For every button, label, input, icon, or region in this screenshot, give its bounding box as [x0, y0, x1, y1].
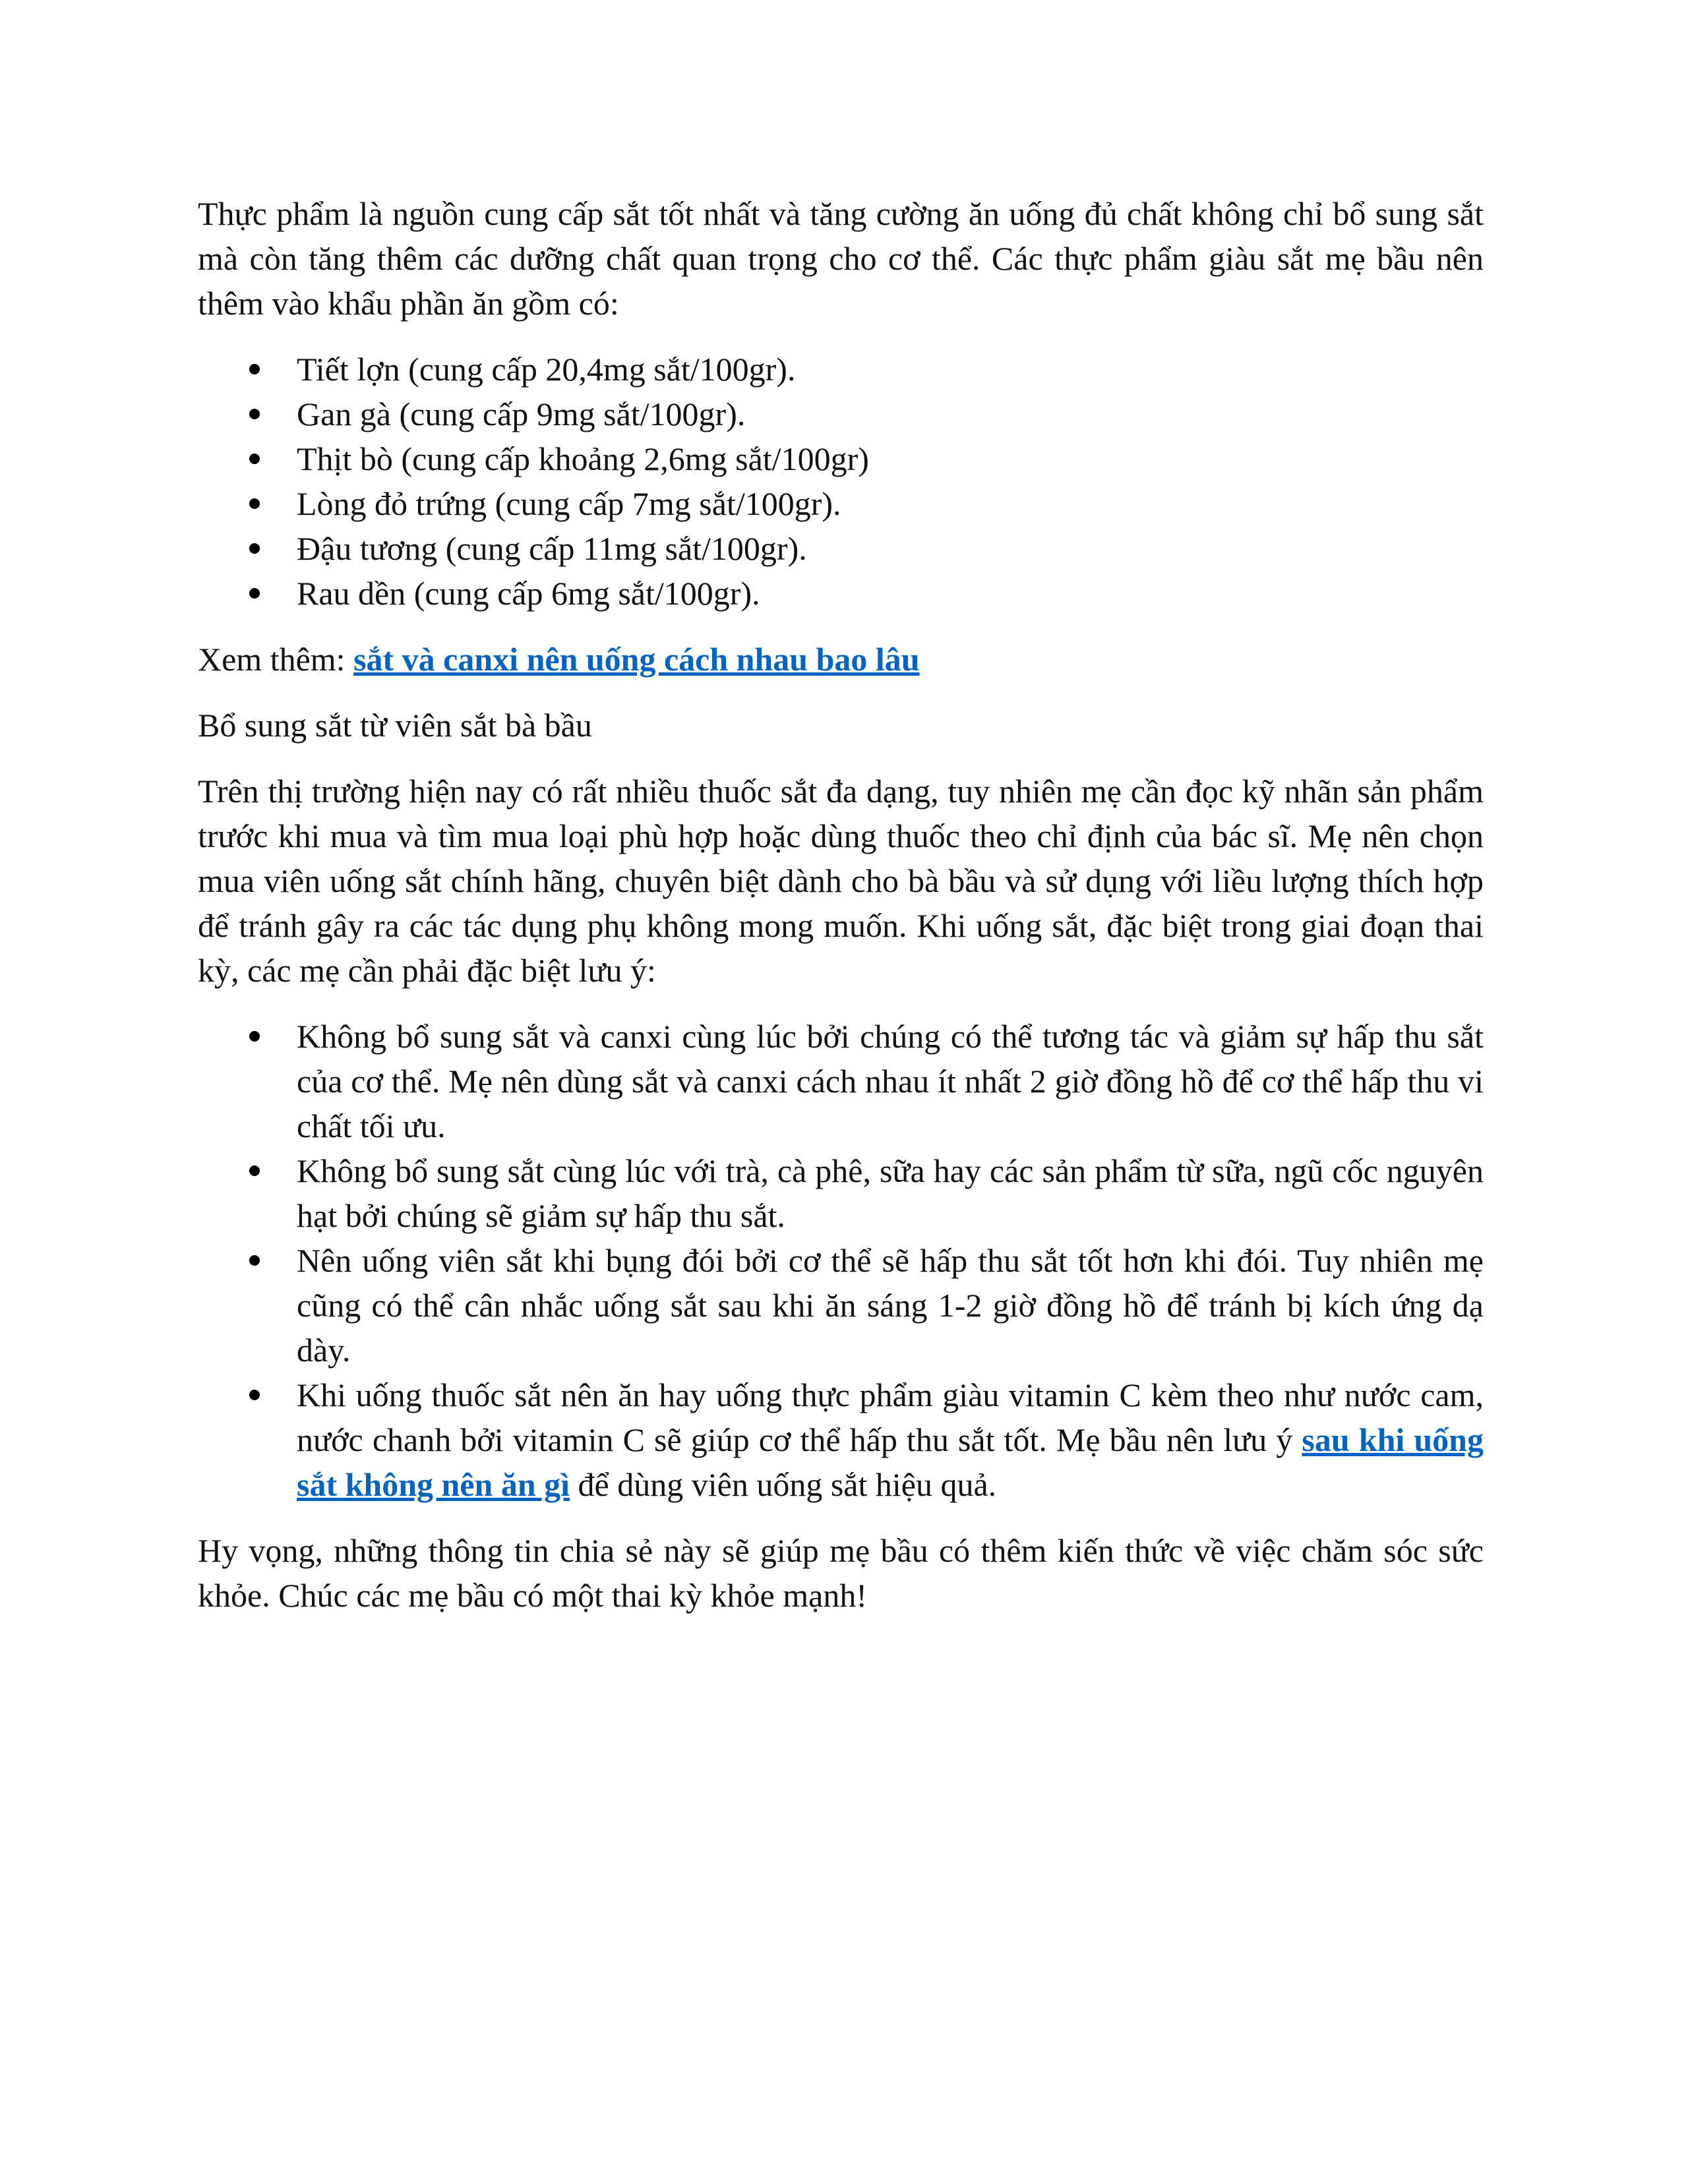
- see-more-link[interactable]: sắt và canxi nên uống cách nhau bao lâu: [353, 641, 920, 678]
- list-item: [198, 1014, 1484, 1148]
- list-item-suffix: để dùng viên uống sắt hiệu quả.: [570, 1466, 997, 1503]
- list-item: [198, 392, 1484, 436]
- bullet-icon: [249, 409, 260, 419]
- list-item-text: Rau dền (cung cấp 6mg sắt/100gr).: [297, 575, 760, 612]
- bullet-icon: [249, 498, 260, 509]
- bullet-icon: [249, 454, 260, 464]
- list-item-text: Nên uống viên sắt khi bụng đói bởi cơ thể sẽ hấp thu sắt tốt hơn khi đói. Tuy nhiên mẹ cũng có thể cân nhắc uống sắt sau khi ăn sáng 1-2 giờ đồng hồ để tránh bị kích ứng dạ dày.: [297, 1242, 1484, 1369]
- intro-paragraph: Thực phẩm là nguồn cung cấp sắt tốt nhất và tăng cường ăn uống đủ chất không chỉ bổ sung sắt mà còn tăng thêm các dưỡng chất quan trọng cho cơ thể. Các thực phẩm giàu sắt mẹ bầu nên thêm vào khẩu phần ăn gồm có:: [198, 195, 1484, 322]
- list-item: [198, 1238, 1484, 1372]
- list-item-text: Khi uống thuốc sắt nên ăn hay uống thực phẩm giàu vitamin C kèm theo như nước cam, nước chanh bởi vitamin C sẽ giúp cơ thể hấp thu sắt tốt. Mẹ bầu nên lưu ý: [297, 1376, 1484, 1458]
- document-page: [198, 191, 1484, 1639]
- list-item: [198, 1372, 1484, 1507]
- bullet-icon: [249, 543, 260, 554]
- bullet-icon: [249, 1255, 260, 1266]
- list-item-text: Không bổ sung sắt cùng lúc với trà, cà phê, sữa hay các sản phẩm từ sữa, ngũ cốc nguyên hạt bởi chúng sẽ giảm sự hấp thu sắt.: [297, 1152, 1484, 1234]
- closing-paragraph: Hy vọng, những thông tin chia sẻ này sẽ giúp mẹ bầu có thêm kiến thức về việc chăm sóc sức khỏe. Chúc các mẹ bầu có một thai kỳ khỏe mạnh!: [198, 1532, 1484, 1614]
- food-list: [198, 347, 1484, 616]
- list-item-text: Gan gà (cung cấp 9mg sắt/100gr).: [297, 396, 746, 432]
- list-item: [198, 1148, 1484, 1238]
- list-item-text: Tiết lợn (cung cấp 20,4mg sắt/100gr).: [297, 351, 796, 388]
- list-item: [198, 436, 1484, 481]
- list-item-text: Không bổ sung sắt và canxi cùng lúc bởi chúng có thể tương tác và giảm sự hấp thu sắt của cơ thể. Mẹ nên dùng sắt và canxi cách nhau ít nhất 2 giờ đồng hồ để cơ thể hấp thu vi chất tối ưu.: [297, 1018, 1484, 1144]
- list-item-text: Thịt bò (cung cấp khoảng 2,6mg sắt/100gr): [297, 440, 869, 477]
- bullet-icon: [249, 1031, 260, 1042]
- list-item-text: Đậu tương (cung cấp 11mg sắt/100gr).: [297, 530, 807, 567]
- see-more-prefix: Xem thêm:: [198, 641, 354, 678]
- bullet-icon: [249, 1166, 260, 1176]
- list-item: [198, 571, 1484, 616]
- list-item: [198, 526, 1484, 571]
- list-item: [198, 481, 1484, 526]
- tips-list: [198, 1014, 1484, 1507]
- bullet-icon: [249, 364, 260, 374]
- bullet-icon: [249, 1390, 260, 1400]
- list-item: [198, 347, 1484, 392]
- bullet-icon: [249, 588, 260, 599]
- supplement-paragraph: Trên thị trường hiện nay có rất nhiều thuốc sắt đa dạng, tuy nhiên mẹ cần đọc kỹ nhãn sản phẩm trước khi mua và tìm mua loại phù hợp hoặc dùng thuốc theo chỉ định của bác sĩ. Mẹ nên chọn mua viên uống sắt chính hãng, chuyên biệt dành cho bà bầu và sử dụng với liều lượng thích hợp để tránh gây ra các tác dụng phụ không mong muốn. Khi uống sắt, đặc biệt trong giai đoạn thai kỳ, các mẹ cần phải đặc biệt lưu ý:: [198, 773, 1484, 989]
- list-item-text: Lòng đỏ trứng (cung cấp 7mg sắt/100gr).: [297, 485, 841, 522]
- see-more-line: [198, 637, 1484, 682]
- section-subheading: Bổ sung sắt từ viên sắt bà bầu: [198, 707, 592, 744]
- after-iron-link[interactable]: sau khi uống sắt không nên ăn gì: [297, 1421, 1484, 1503]
